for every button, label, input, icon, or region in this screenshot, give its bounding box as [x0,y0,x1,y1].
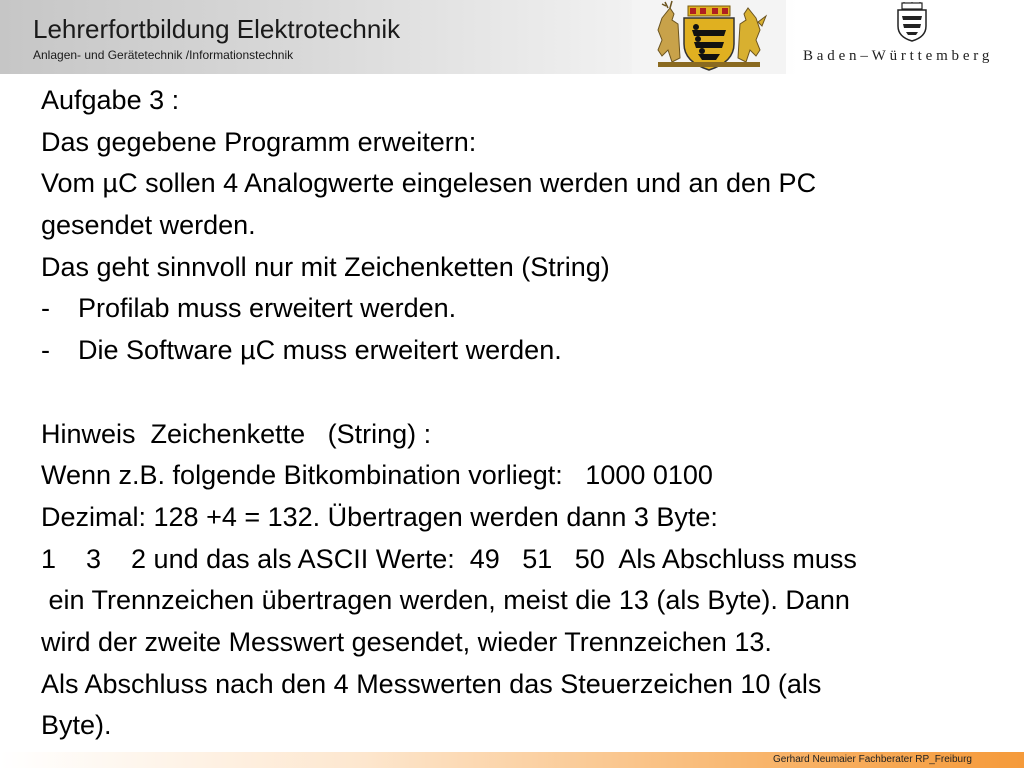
bullet-dash: - [41,335,50,366]
small-coat-of-arms [890,2,934,42]
state-name: Baden–Württemberg [803,48,994,64]
baden-wuerttemberg-small-coat-of-arms-icon [890,2,934,42]
hint-title: Hinweis Zeichenkette (String) : [41,418,432,449]
body-line: 1 3 2 und das als ASCII Werte: 49 51 50 Als Abschluss muss [41,543,857,574]
body-line: Dezimal: 128 +4 = 132. Übertragen werden dann 3 Byte: [41,501,718,532]
baden-wuerttemberg-coat-of-arms-icon [632,0,786,74]
slide-body [41,80,1016,747]
body-line: Byte). [41,710,112,741]
bullet-item [41,288,1016,330]
body-line: wird der zweite Messwert gesendet, wieder Trennzeichen 13. [41,626,772,657]
header-subtitle: Anlagen- und Gerätetechnik /Informationstechnik [33,48,294,62]
body-line: Das geht sinnvoll nur mit Zeichenketten (String) [41,251,610,282]
bullet-dash: - [41,293,50,324]
bullet-text: Die Software µC muss erweitert werden. [78,335,562,366]
body-line: Als Abschluss nach den 4 Messwerten das Steuerzeichen 10 (als [41,668,822,699]
blank-line [41,372,1016,414]
bullet-item [41,330,1016,372]
body-line: Das gegebene Programm erweitern: [41,126,477,157]
body-line: Vom µC sollen 4 Analogwerte eingelesen werden und an den PC [41,168,817,199]
footer-author: Gerhard Neumaier Fachberater RP_Freiburg [773,754,972,765]
bullet-text: Profilab muss erweitert werden. [78,293,457,324]
header-title: Lehrerfortbildung Elektrotechnik [33,14,401,44]
body-line: ein Trennzeichen übertragen werden, meist die 13 (als Byte). Dann [41,585,850,616]
task-title: Aufgabe 3 : [41,85,180,115]
coat-of-arms-logo [632,0,786,74]
body-line: gesendet werden. [41,210,256,241]
body-line: Wenn z.B. folgende Bitkombination vorliegt: 1000 0100 [41,460,713,491]
